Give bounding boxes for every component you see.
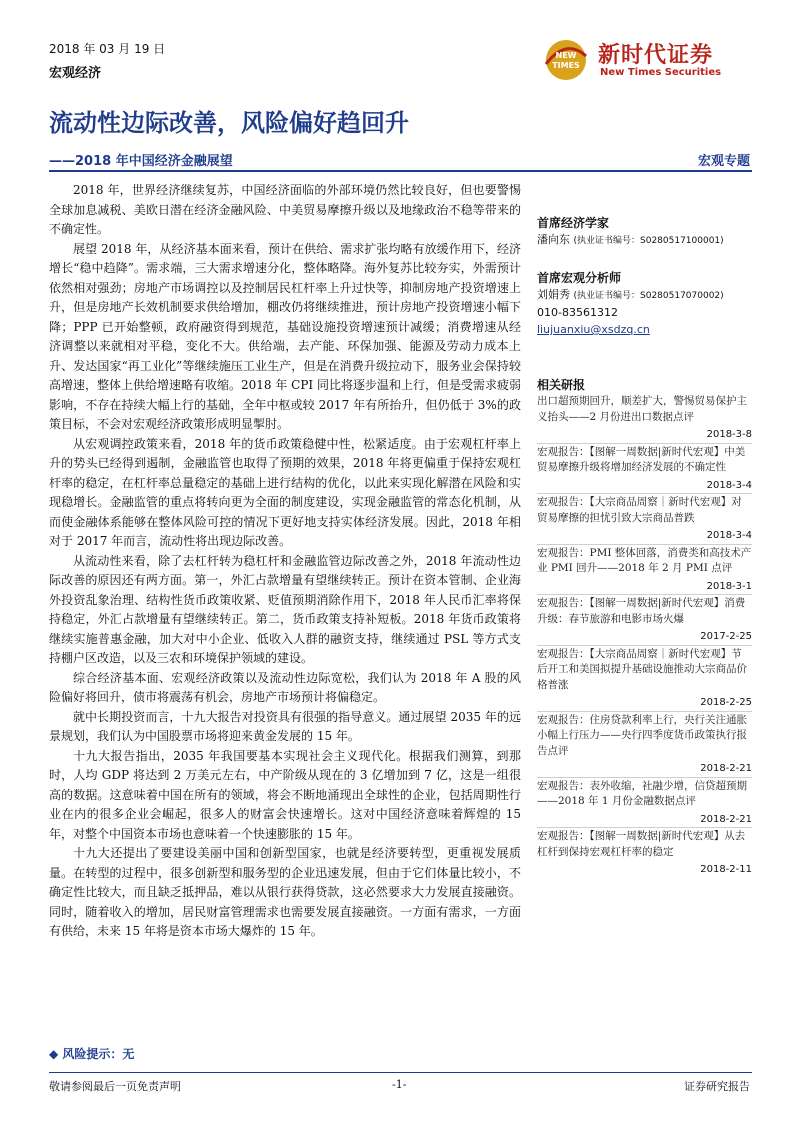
related-report-title[interactable]: 宏观报告：【大宗商品周察｜新时代宏观】对贸易摩擦的担忧引致大宗商品普跌 [537,496,742,524]
related-report-item[interactable] [537,711,752,777]
related-report-title[interactable]: 宏观报告：表外收缩，社融少增，信贷超预期——2018 年 1 月份金融数据点评 [537,779,747,807]
report-body [49,181,521,942]
related-report-date: 2018-3-4 [706,479,752,491]
related-report-title[interactable]: 宏观报告：PMI 整体回落，消费类和高技术产业 PMI 回升——2018 年 2 月 PMI 点评 [537,546,752,574]
svg-text:NEW: NEW [555,51,577,60]
footer-report-label: 证券研究报告 [684,1080,750,1093]
analyst-sidebar [537,214,752,338]
report-subtitle: ——2018 年中国经济金融展望 [49,154,233,169]
footer-divider [49,1072,752,1073]
related-report-date: 2018-2-11 [700,864,752,875]
header-divider [49,170,752,172]
body-paragraph: 2018 年，世界经济继续复苏，中国经济面临的外部环境仍然比较良好，但也要警惕全球加息减税、美欧日潜在经济金融风险、中美贸易摩擦升级以及地缘政治不稳等带来的不确定性。 [49,183,521,236]
analyst-email-link[interactable]: liujuanxiu@xsdzq.cn [537,323,650,336]
related-report-title[interactable]: 宏观报告：住房贷款利率上行，央行关注通胀小幅上行压力——央行四季度货币政策执行报告点评 [537,713,747,757]
report-type: 宏观专题 [697,154,750,169]
chief-analyst-line [537,287,752,304]
chief-economist-name: 潘向东 [537,233,570,246]
chief-analyst-cert: (执业证书编号：S0280517070002) [573,291,724,301]
related-report-item[interactable] [537,393,752,443]
body-paragraph: 十九大报告指出，2035 年我国要基本实现社会主义现代化。根据我们测算，到那时，人均 GDP 将达到 2 万美元左右，中产阶级从现在的 3 亿增加到 7 亿，这是一组很高的数据。这意味着中国在所有的领域，将会不断地涌现出全球性的企业，包括周期性行业在内的很多企业会崛起，很多人的财富会快速增长。这对中国经济意味着辉煌的 15 年，对整个中国资本市场也意味着一个快速膨胀的 15 年。 [49,748,521,841]
related-report-item[interactable] [537,443,752,494]
svg-text:TIMES: TIMES [552,61,580,70]
body-paragraph: 展望 2018 年，从经济基本面来看，预计在供给、需求扩张均略有放缓作用下，经济增长“稳中趋降”。需求端，三大需求增速分化，整体略降。海外复苏比较夯实，外需预计依然相对强劲；房地产市场调控以及控制居民杠杆率上升过快等，抑制房地产投资增速上升，但是房地产长效机制要求供给增加，棚改仍将继续推进，预计房地产投资增速小幅下降；PPP 已开始整顿，政府融资得到规范，基础设施投资增速预计减缓；消费增速从经济调整以来就相对平稳，变化不大。供给端，去产能、环保加强、能源及劳动力成本上升、发达国家“再工业化”等继续施压工业生产，但是在消费升级拉动下，服务业会保持较高增速，整体上供给增速略有收缩。2018 年 CPI 同比将逐步温和上行，但是受需求疲弱影响，不存在持续大幅上行的基础，全年中枢或较 2017 年有所抬升，但仍低于 3%的政策目标，不会对宏观经济政策形成明显掣肘。 [49,241,521,431]
related-report-title[interactable]: 宏观报告：【图解一周数据|新时代宏观】中美贸易摩擦升级将增加经济发展的不确定性 [537,445,746,473]
report-date: 2018 年 03 月 19 日 [49,42,166,56]
related-report-item[interactable] [537,645,752,711]
risk-notice: ◆ 风险提示：无 [49,1047,135,1061]
body-paragraph: 十九大还提出了要建设美丽中国和创新型国家，也就是经济要转型，更重视发展质量。在转型的过程中，很多创新型和服务型的企业迅速发展，但由于它们体量比较小，不确定性比较大，而且缺乏抵押品，难以从银行获得贷款，这必然要求大力发展直接融资。同时，随着收入的增加，居民财富管理需求也需要发展直接融资。一方面有需求，一方面有供给，未来 15 年将是资本市场大爆炸的 15 年。 [49,846,521,938]
related-report-date: 2018-3-1 [706,580,752,592]
related-report-title[interactable]: 宏观报告：【大宗商品周察｜新时代宏观】节后开工和美国拟提升基础设施推动大宗商品价格普涨 [537,647,747,691]
chief-economist-cert: (执业证书编号：S0280517100001) [573,236,724,246]
related-report-date: 2018-3-4 [706,530,752,541]
related-reports-list [537,393,752,878]
footer-disclaimer: 敬请参阅最后一页免责声明 [49,1080,181,1093]
related-report-item[interactable] [537,594,752,645]
related-report-title[interactable]: 宏观报告：【图解一周数据|新时代宏观】消费升级：春节旅游和电影市场火爆 [537,597,746,625]
body-paragraph: 综合经济基本面、宏观经济政策以及流动性边际宽松，我们认为 2018 年 A 股的风险偏好将回升，债市将震荡有机会，房地产市场预计将偏稳定。 [49,670,521,704]
related-report-date: 2018-2-25 [700,697,752,708]
related-report-date: 2018-2-21 [700,763,752,774]
body-paragraph: 从宏观调控政策来看，2018 年的货币政策稳健中性，松紧适度。由于宏观杠杆率上升的势头已经得到遏制，金融监管也取得了预期的效果，2018 年将更偏重于保持宏观杠杆率的稳定，在杠杆率总量稳定的基础上进行结构的优化，以此来实现化解潜在风险和实现稳增长。金融监管的重点将转向更为全面的制度建设，实现金融监管的常态化机制，从而使金融体系能够在整体风险可控的情况下更好地支持实体经济发展。因此，2018 年相对于 2017 年而言，流动性将出现边际改善。 [49,436,521,548]
related-report-date: 2017-2-25 [700,631,752,642]
chief-analyst-name: 刘娟秀 [537,288,570,301]
body-paragraph: 就中长期投资而言，十九大报告对投资具有很强的指导意义。通过展望 2035 年的远景规划，我们认为中国股票市场将迎来黄金发展的 15 年。 [49,709,521,743]
brand-name-cn: 新时代证券 [598,43,714,68]
chief-economist-title: 首席经济学家 [537,216,610,230]
chief-analyst-title: 首席宏观分析师 [537,271,622,285]
related-report-item[interactable] [537,827,752,878]
analyst-phone: 010-83561312 [537,306,618,319]
related-report-item[interactable] [537,493,752,544]
related-report-date: 2018-2-21 [700,813,752,825]
related-report-title[interactable]: 出口超预期回升，顺差扩大，警惕贸易保护主义抬头——2 月份进出口数据点评 [537,395,747,423]
brand-name-en: New Times Securities [600,67,722,78]
footer-page-number: -1- [392,1078,407,1091]
related-report-date: 2018-3-8 [706,429,752,440]
brand-logo [540,34,765,84]
body-paragraph: 从流动性来看，除了去杠杆转为稳杠杆和金融监管边际改善之外，2018 年流动性边际改善的原因还有两方面。第一，外汇占款增量有望继续转正。预计在资本管制、企业海外投资乱象治理、结构性货币政策收紧、贬值预期消除作用下，2018 年人民币汇率将保持稳定，外汇占款增量有望继续转正。第二，货币政策支持补短板。2018 年货币政策将继续实施普惠金融，加大对中小企业、低收入人群的融资支持，继续通过 PSL 等方式支持棚户区改造，以及三农和环境保护领域的建设。 [49,553,521,665]
related-report-title[interactable]: 宏观报告：【图解一周数据|新时代宏观】从去杠杆到保持宏观杠杆率的稳定 [537,830,746,858]
report-title: 流动性边际改善，风险偏好趋回升 [49,109,409,137]
brand-logo-icon [540,34,592,82]
report-section: 宏观经济 [49,66,102,81]
related-report-item[interactable] [537,544,752,595]
chief-economist-line [537,232,752,249]
related-report-item[interactable] [537,777,752,828]
related-reports-title: 相关研报 [537,378,586,392]
